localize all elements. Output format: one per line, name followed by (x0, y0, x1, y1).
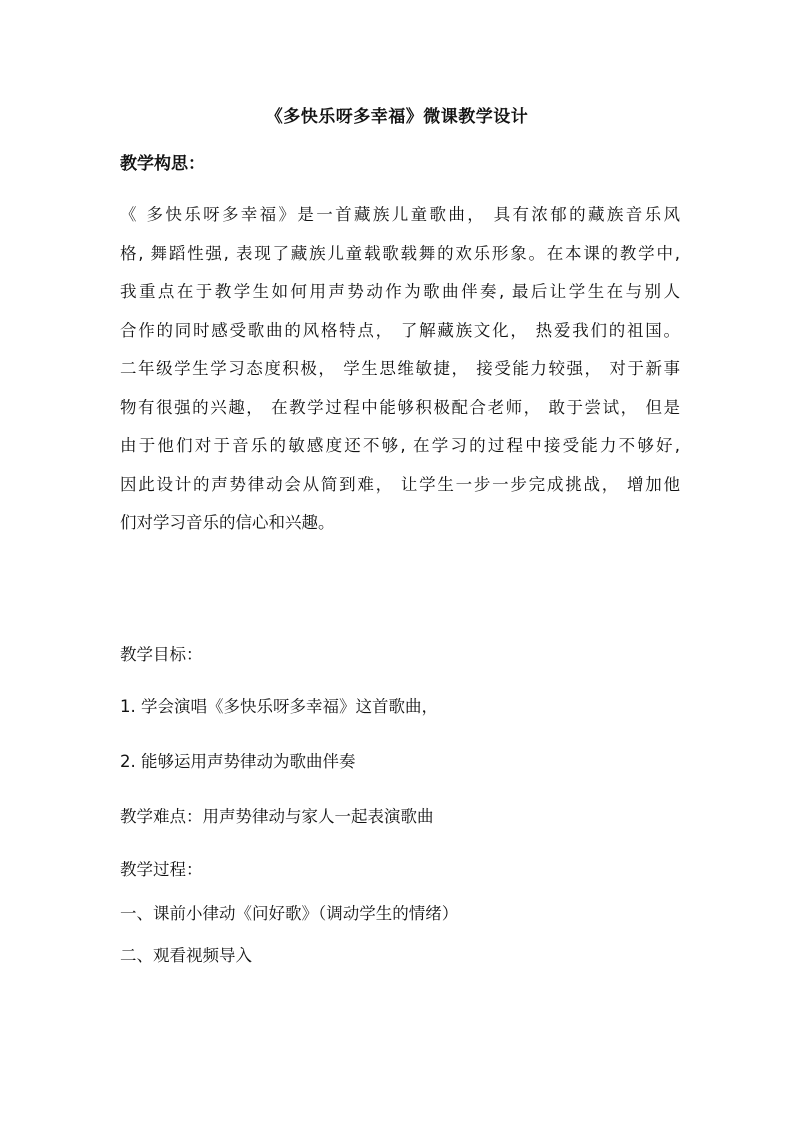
paragraph-line: 们对学习音乐的信心和兴趣。 (120, 513, 335, 532)
paragraph-line: 《 多快乐呀多幸福》是一首藏族儿童歌曲， 具有浓郁的藏族音乐风 (120, 205, 680, 224)
goals-heading: 教学目标： (120, 645, 203, 664)
difficulty-line: 教学难点：用声势律动与家人一起表演歌曲 (120, 807, 434, 826)
paragraph-line: 由于他们对于音乐的敏感度还不够, 在学习的过程中接受能力不够好, (120, 436, 680, 455)
concept-paragraph (120, 196, 680, 543)
process-item-1: 一、课前小律动《问好歌》（调动学生的情绪） (120, 904, 459, 923)
goal-item-2: 2. 能够运用声势律动为歌曲伴奏 (120, 752, 356, 771)
paragraph-line: 合作的同时感受歌曲的风格特点， 了解藏族文化， 热爱我们的祖国。 (120, 320, 680, 340)
concept-heading: 教学构思： (120, 154, 205, 174)
paragraph-line: 格, 舞蹈性强, 表现了藏族儿童载歌载舞的欢乐形象。在本课的教学中, (120, 243, 680, 263)
paragraph-line: 二年级学生学习态度积极， 学生思维敏捷， 接受能力较强， 对于新事 (120, 359, 680, 378)
paragraph-line: 物有很强的兴趣， 在教学过程中能够积极配合老师， 敢于尝试， 但是 (120, 397, 680, 417)
process-item-2: 二、观看视频导入 (120, 946, 252, 965)
process-heading: 教学过程： (120, 860, 203, 879)
paragraph-line: 我重点在于教学生如何用声势动作为歌曲伴奏, 最后让学生在与别人 (120, 282, 680, 301)
paragraph-line: 因此设计的声势律动会从简到难， 让学生一步一步完成挑战， 增加他 (120, 474, 680, 494)
document-title: 《多快乐呀多幸福》微课教学设计 (265, 107, 529, 127)
goal-item-1: 1. 学会演唱《多快乐呀多幸福》这首歌曲， (120, 697, 438, 716)
